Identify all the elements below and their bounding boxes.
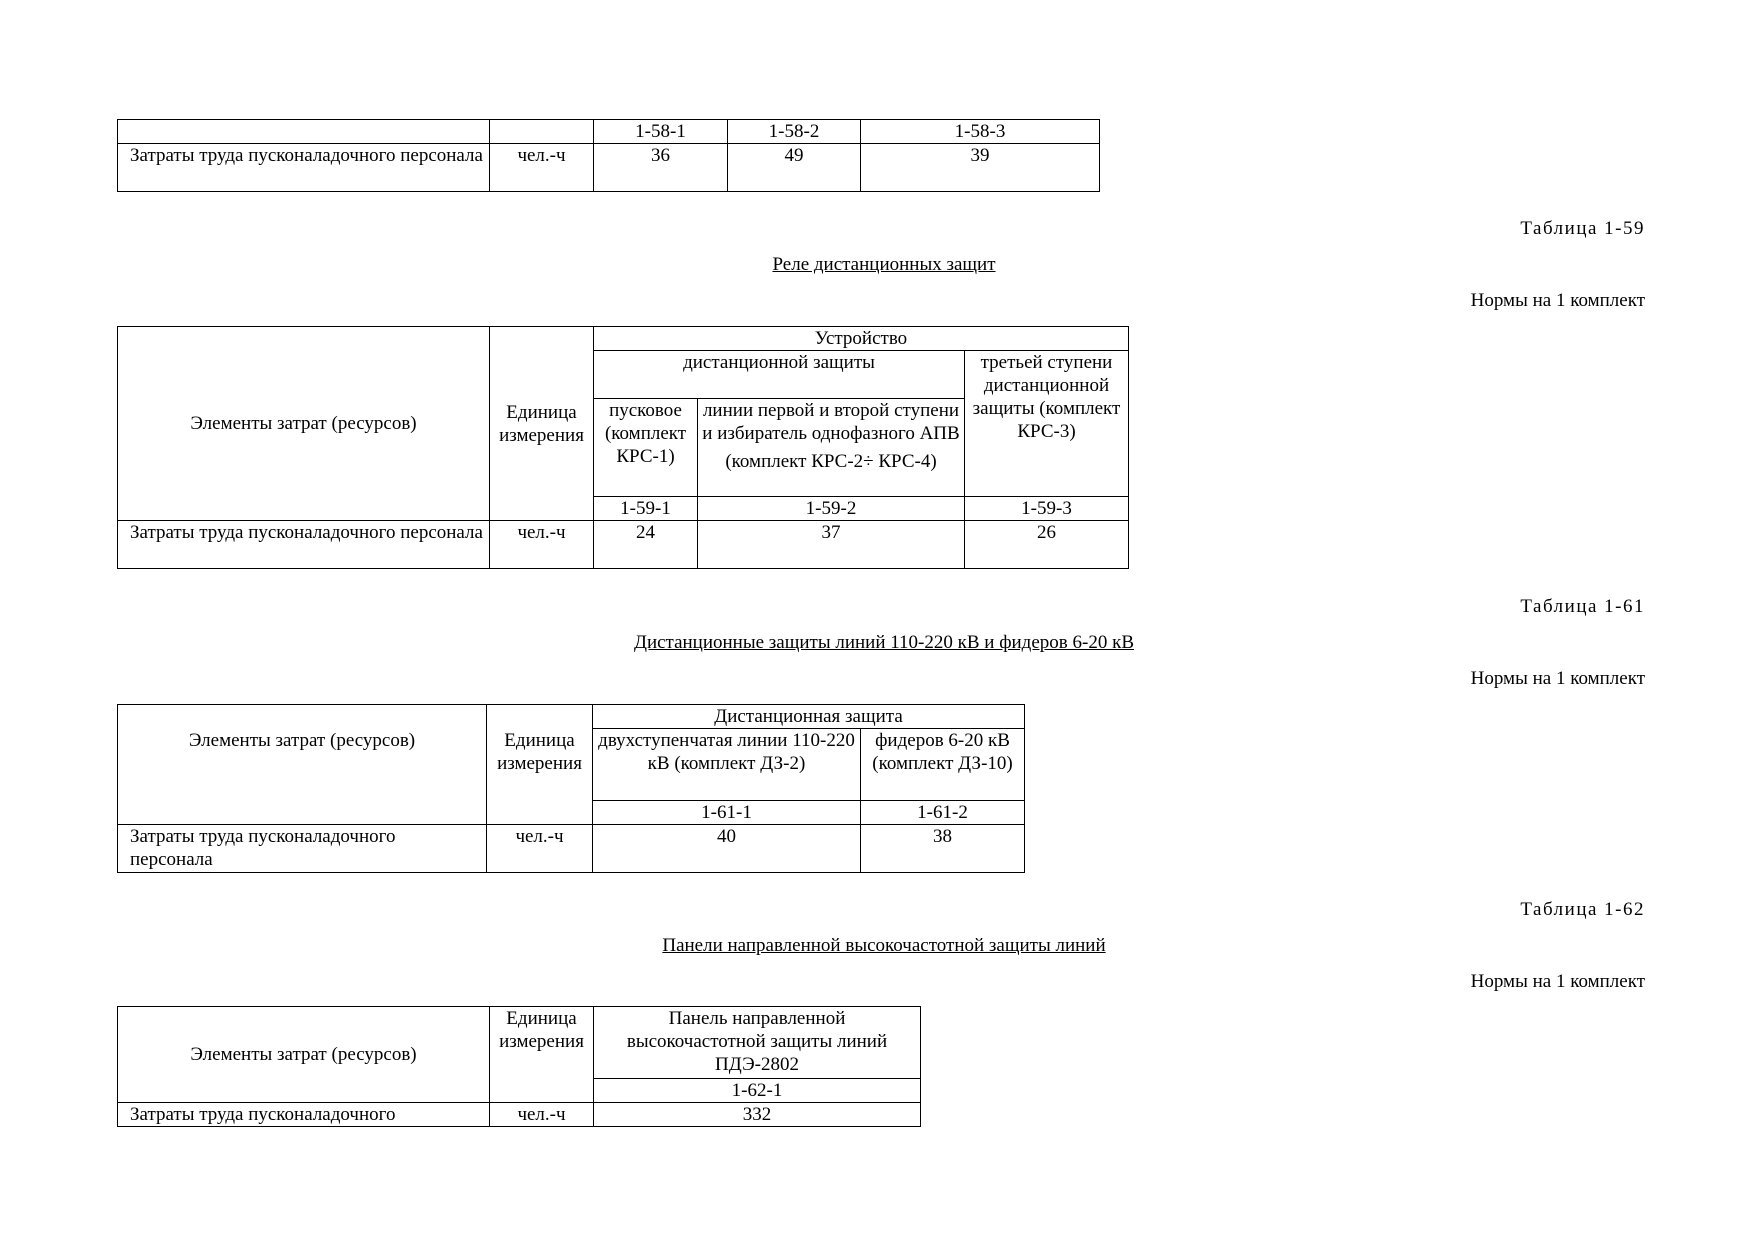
header-lines-kit: (комплект КРС-2÷ КРС-4)	[725, 451, 937, 472]
norms-caption: Нормы на 1 комплект	[1470, 971, 1645, 992]
value-cell: 36	[594, 144, 728, 192]
table-1-58-fragment	[117, 119, 1100, 192]
row-label: Затраты труда пусконаладочного персонала	[118, 825, 487, 873]
code-cell: 1-59-1	[594, 497, 698, 521]
code-cell: 1-58-3	[861, 120, 1100, 144]
table-title: Панели направленной высокочастотной защиты линий	[662, 935, 1106, 956]
unit-cell: чел.-ч	[490, 521, 594, 569]
header-two-stage: двухступенчатая линии 110-220 кВ (комплект ДЗ-2)	[593, 729, 861, 801]
table-1-59	[117, 326, 1129, 569]
norms-caption: Нормы на 1 комплект	[1470, 290, 1645, 311]
header-start: пусковое (комплект КРС-1)	[594, 399, 698, 497]
header-third-stage: третьей ступени дистанционной защиты (комплект КРС-3)	[965, 351, 1129, 497]
value-cell: 26	[965, 521, 1129, 569]
header-distance-protection: дистанционной защиты	[594, 351, 965, 399]
value-cell: 49	[728, 144, 861, 192]
empty-cell	[490, 120, 594, 144]
unit-cell: чел.-ч	[487, 825, 593, 873]
value-cell: 40	[593, 825, 861, 873]
unit-cell: чел.-ч	[490, 1103, 594, 1127]
value-cell: 24	[594, 521, 698, 569]
table-title: Дистанционные защиты линий 110-220 кВ и фидеров 6-20 кВ	[633, 632, 1134, 653]
row-label: Затраты труда пусконаладочного персонала	[118, 521, 490, 569]
header-panel: Панель направленной высокочастотной защиты линий ПДЭ-2802	[594, 1007, 921, 1079]
code-cell: 1-61-2	[861, 801, 1025, 825]
code-cell: 1-61-1	[593, 801, 861, 825]
header-lines	[698, 399, 965, 497]
header-distance-protection: Дистанционная защита	[593, 705, 1025, 729]
norms-caption: Нормы на 1 комплект	[1470, 668, 1645, 689]
table-number: Таблица 1-62	[1520, 899, 1645, 920]
value-cell: 37	[698, 521, 965, 569]
code-cell: 1-62-1	[594, 1079, 921, 1103]
header-unit: Единица измерения	[490, 1007, 594, 1103]
unit-cell: чел.-ч	[490, 144, 594, 192]
header-elements: Элементы затрат (ресурсов)	[118, 327, 490, 521]
row-label: Затраты труда пусконаладочного персонала	[118, 144, 490, 192]
header-unit: Единица измерения	[490, 327, 594, 521]
row-label: Затраты труда пусконаладочного	[118, 1103, 490, 1127]
empty-cell	[118, 120, 490, 144]
value-cell: 39	[861, 144, 1100, 192]
code-cell: 1-59-3	[965, 497, 1129, 521]
table-number: Таблица 1-59	[1520, 218, 1645, 239]
header-unit: Единица измерения	[487, 705, 593, 825]
value-cell: 38	[861, 825, 1025, 873]
code-cell: 1-58-1	[594, 120, 728, 144]
code-cell: 1-59-2	[698, 497, 965, 521]
table-number: Таблица 1-61	[1520, 596, 1645, 617]
header-lines-text: линии первой и второй ступени и избиратель однофазного АПВ	[702, 400, 960, 444]
header-device: Устройство	[594, 327, 1129, 351]
table-1-62	[117, 1006, 921, 1127]
table-1-61	[117, 704, 1025, 873]
table-title: Реле дистанционных защит	[772, 254, 996, 275]
value-cell: 332	[594, 1103, 921, 1127]
header-elements: Элементы затрат (ресурсов)	[118, 705, 487, 825]
header-elements: Элементы затрат (ресурсов)	[118, 1007, 490, 1103]
code-cell: 1-58-2	[728, 120, 861, 144]
header-feeders: фидеров 6-20 кВ (комплект ДЗ-10)	[861, 729, 1025, 801]
